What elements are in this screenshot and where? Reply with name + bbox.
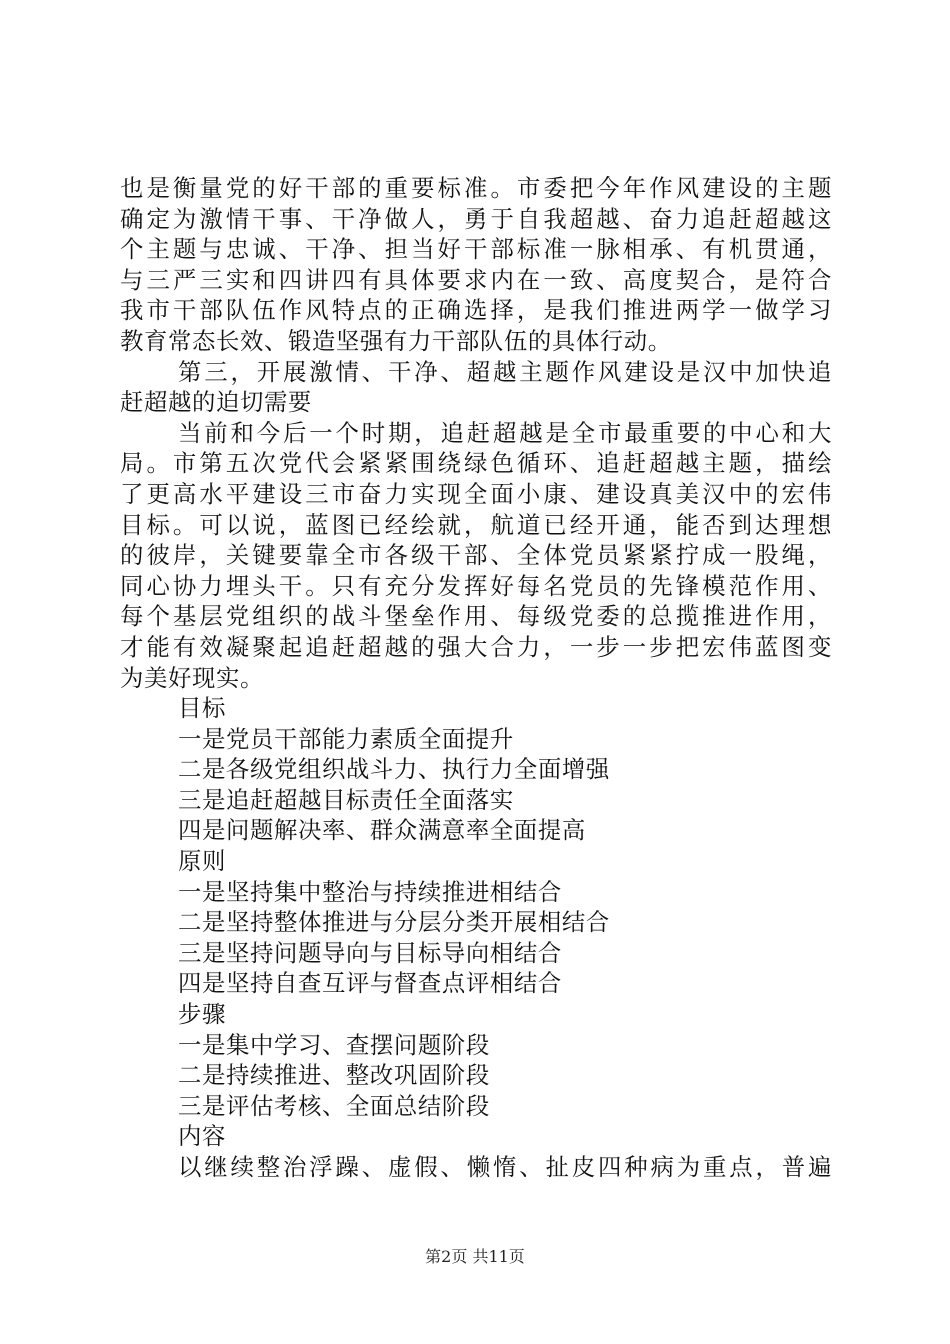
text-line: 二是坚持整体推进与分层分类开展相结合 [178, 908, 610, 937]
text-line: 内容 [178, 1122, 226, 1151]
text-line: 三是评估考核、全面总结阶段 [178, 1091, 490, 1120]
page-footer: 第2页 共11页 [425, 1247, 525, 1266]
text-line: 与三严三实和四讲四有具体要求内在一致、高度契合，是符合 [120, 265, 832, 294]
text-line: 原则 [178, 847, 226, 876]
text-line: 目标 [178, 694, 226, 723]
text-line: 个主题与忠诚、干净、担当好干部标准一脉相承、有机贯通， [120, 235, 832, 264]
document-body [120, 173, 832, 1183]
text-line: 每个基层党组织的战斗堡垒作用、每级党委的总揽推进作用， [120, 602, 832, 631]
text-line: 的彼岸，关键要靠全市各级干部、全体党员紧紧拧成一股绳， [120, 541, 832, 570]
text-line: 三是坚持问题导向与目标导向相结合 [178, 938, 562, 967]
text-line: 二是持续推进、整改巩固阶段 [178, 1061, 490, 1090]
text-line: 了更高水平建设三市奋力实现全面小康、建设真美汉中的宏伟 [120, 479, 832, 508]
text-line: 以继续整治浮躁、虚假、懒惰、扯皮四种病为重点，普遍 [178, 1153, 832, 1181]
text-line: 步骤 [178, 1000, 226, 1029]
text-line: 一是党员干部能力素质全面提升 [178, 724, 514, 753]
text-line: 确定为激情干事、干净做人，勇于自我超越、奋力追赶超越这 [120, 204, 832, 233]
text-line: 目标。可以说，蓝图已经绘就，航道已经开通，能否到达理想 [120, 510, 832, 539]
text-line: 为美好现实。 [120, 663, 264, 692]
text-line: 才能有效凝聚起追赶超越的强大合力，一步一步把宏伟蓝图变 [120, 632, 832, 661]
text-line: 一是坚持集中整治与持续推进相结合 [178, 877, 562, 906]
text-line: 四是坚持自查互评与督查点评相结合 [178, 969, 562, 998]
text-line: 教育常态长效、锻造坚强有力干部队伍的具体行动。 [120, 326, 672, 355]
text-line: 同心协力埋头干。只有充分发挥好每名党员的先锋模范作用、 [120, 571, 832, 600]
text-line: 四是问题解决率、群众满意率全面提高 [178, 816, 586, 845]
text-line: 局。市第五次党代会紧紧围绕绿色循环、追赶超越主题，描绘 [120, 449, 832, 478]
text-line: 我市干部队伍作风特点的正确选择，是我们推进两学一做学习 [120, 296, 832, 325]
text-line: 二是各级党组织战斗力、执行力全面增强 [178, 755, 610, 784]
text-line: 第三，开展激情、干净、超越主题作风建设是汉中加快追 [178, 357, 832, 386]
text-line: 当前和今后一个时期，追赶超越是全市最重要的中心和大 [178, 418, 832, 447]
text-line: 赶超越的迫切需要 [120, 388, 312, 417]
text-line: 一是集中学习、查摆问题阶段 [178, 1030, 490, 1059]
text-line: 三是追赶超越目标责任全面落实 [178, 785, 514, 814]
text-line: 也是衡量党的好干部的重要标准。市委把今年作风建设的主题 [120, 174, 832, 202]
